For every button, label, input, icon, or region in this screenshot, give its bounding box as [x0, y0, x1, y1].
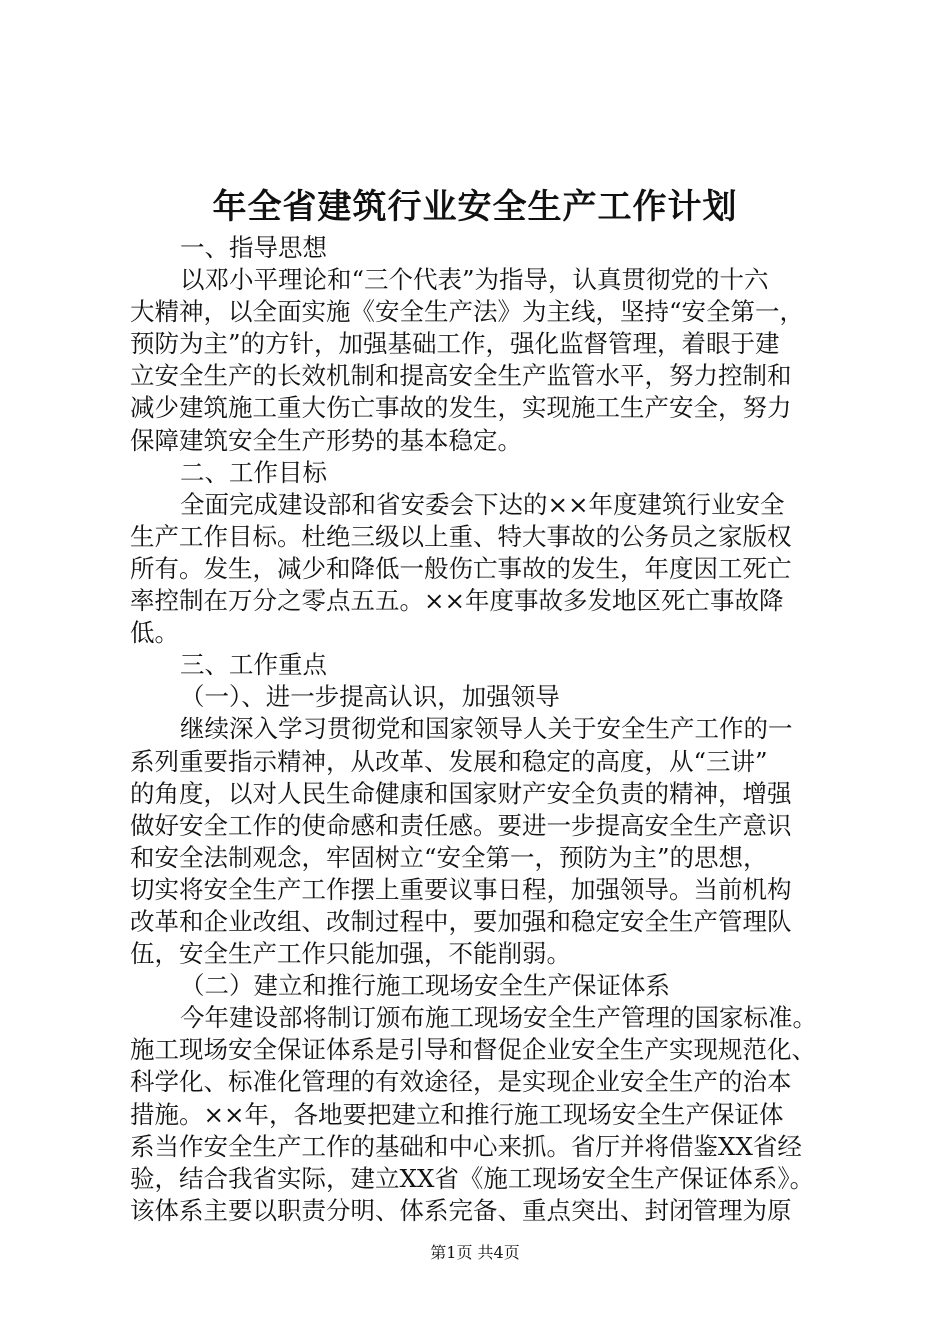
- text-line: 预防为主”的方针，加强基础工作，强化监督管理，着眼于建: [130, 329, 780, 359]
- text-line: 一、指导思想: [180, 233, 327, 262]
- text-line: 所有。发生，减少和降低一般伤亡事故的发生，年度因工死亡: [130, 553, 792, 583]
- text-line: 大精神，以全面实施《安全生产法》为主线，坚持“安全第一，: [130, 297, 805, 327]
- text-line: 做好安全工作的使命感和责任感。要进一步提高安全生产意识: [130, 810, 792, 840]
- text-line: 切实将安全生产工作摆上重要议事日程，加强领导。当前机构: [130, 874, 792, 904]
- text-line: （一）、进一步提高认识，加强领导: [180, 682, 560, 712]
- text-line: 低。: [130, 618, 179, 648]
- text-line: 科学化、标准化管理的有效途径，是实现企业安全生产的治本: [130, 1067, 792, 1097]
- text-line: 和安全法制观念，牢固树立“安全第一，预防为主”的思想，: [130, 842, 768, 872]
- text-line: 率控制在万分之零点五五。××年度事故多发地区死亡事故降: [130, 586, 784, 616]
- text-line: 措施。××年，各地要把建立和推行施工现场安全生产保证体: [130, 1099, 784, 1129]
- text-line: 生产工作目标。杜绝三级以上重、特大事故的公务员之家版权: [130, 521, 792, 551]
- text-line: 该体系主要以职责分明、体系完备、重点突出、封闭管理为原: [130, 1195, 792, 1225]
- text-line: 减少建筑施工重大伤亡事故的发生，实现施工生产安全，努力: [130, 393, 792, 423]
- page-footer: 第1页 共4页: [430, 1243, 520, 1262]
- text-line: 系列重要指示精神，从改革、发展和稳定的高度，从“三讲”: [130, 746, 768, 776]
- text-line: 改革和企业改组、改制过程中，要加强和稳定安全生产管理队: [130, 906, 792, 936]
- text-line: 今年建设部将制订颁布施工现场安全生产管理的国家标准。: [180, 1003, 817, 1033]
- text-line: 保障建筑安全生产形势的基本稳定。: [130, 425, 522, 455]
- text-line: 验，结合我省实际，建立XX省《施工现场安全生产保证体系》。: [130, 1163, 815, 1193]
- text-line: 立安全生产的长效机制和提高安全生产监管水平，努力控制和: [130, 361, 792, 391]
- text-line: 系当作安全生产工作的基础和中心来抓。省厅并将借鉴XX省经: [130, 1131, 802, 1161]
- document-body: [130, 232, 850, 1227]
- document-title: 年全省建筑行业安全生产工作计划: [212, 187, 738, 227]
- text-line: 以邓小平理论和“三个代表”为指导，认真贯彻党的十六: [180, 265, 769, 295]
- text-line: 伍，安全生产工作只能加强，不能削弱。: [130, 939, 571, 969]
- text-line: 继续深入学习贯彻党和国家领导人关于安全生产工作的一: [180, 714, 793, 744]
- text-line: 施工现场安全保证体系是引导和督促企业安全生产实现规范化、: [130, 1035, 816, 1065]
- text-line: 三、工作重点: [180, 650, 327, 680]
- text-line: （二）建立和推行施工现场安全生产保证体系: [180, 971, 670, 1001]
- text-line: 全面完成建设部和省安委会下达的××年度建筑行业安全: [180, 489, 785, 519]
- text-line: 二、工作目标: [180, 457, 327, 487]
- text-line: 的角度，以对人民生命健康和国家财产安全负责的精神，增强: [130, 778, 792, 808]
